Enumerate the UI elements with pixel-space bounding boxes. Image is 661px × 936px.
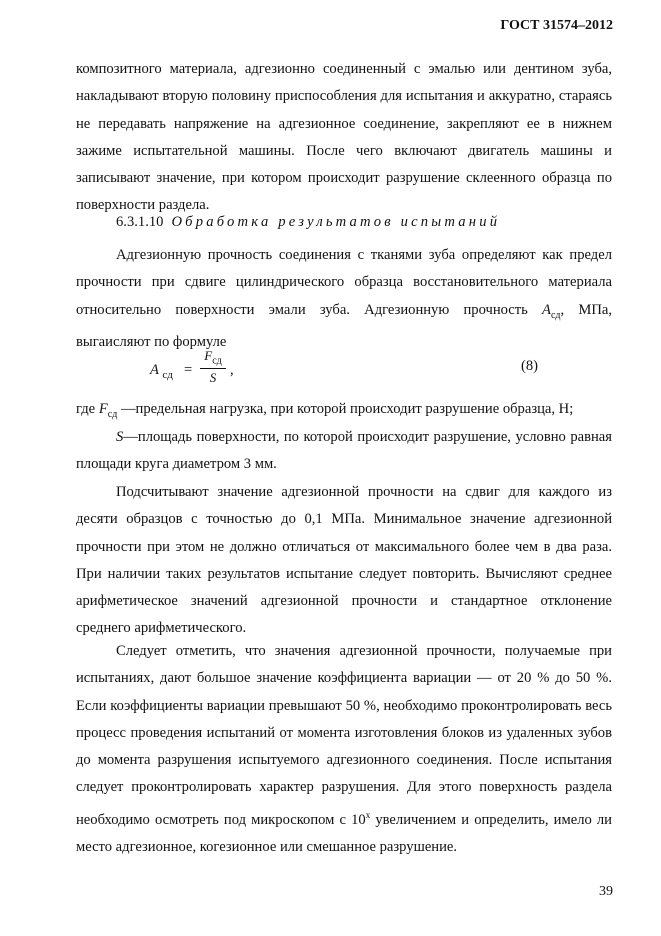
symbol-a-sub: сд: [550, 309, 561, 321]
definition-s-text: —площадь поверхности, по которой происходит разрушение, условно равная площади круга диаметром 3 мм.: [76, 429, 612, 473]
formula-denominator: S: [209, 369, 217, 385]
paragraph-calculation: [76, 479, 612, 643]
paragraph-text: композитного материала, адгезионно соединенный с эмалью или дентином зуба, накладывают вторую половину приспособления для испытания и аккуратно, стараясь не передавать напряжение на адгезионное соединение, закрепляют ее в нижнем зажиме испытательной машины. После чего включают двигатель машины и записывают значение, при котором происходит разрушение склеенного образца по поверхности раздела.: [76, 61, 612, 214]
section-number: 6.3.1.10: [116, 214, 164, 230]
fraction-bar: [200, 368, 226, 369]
formula-comma: ,: [230, 362, 234, 378]
formula-equals: =: [184, 362, 193, 378]
formula-fraction: [200, 348, 226, 386]
section-heading: [116, 214, 500, 231]
superscript-x: х: [365, 809, 371, 820]
paragraph-text: Адгезионную прочность соединения с тканями зуба определяют как предел прочности при сдвиге цилиндрического образца восстановительного материала относительно поверхности эмали зуба. Адгезионную прочность: [76, 247, 612, 318]
definition-f-text: —предельная нагрузка, при которой происходит разрушение образца, Н;: [120, 401, 574, 417]
equation-number: (8): [521, 358, 539, 374]
formula-lhs: A $_{сд}$: [150, 362, 173, 381]
paragraph-continuation: [76, 56, 612, 220]
paragraph-text-tail: МПа, выгаисляют по формуле: [76, 301, 613, 350]
paragraph-text: Подсчитывают значение адгезионной прочности на сдвиг для каждого из десяти образцов с точностью до 0,1 МПа. Минимальное значение адгезионной прочности при этом не должно отличаться от максимального более чем в два раза. При наличии таких результатов испытание следует повторить. Вычисляют среднее арифметическое значений адгезионной прочности и стандартное отклонение среднего арифметического.: [76, 484, 612, 637]
formula-8: [150, 348, 350, 392]
formula-numerator: $F_{сд}$: [204, 348, 222, 367]
symbol-f: F: [98, 401, 108, 417]
paragraph-variation: [76, 638, 612, 861]
symbol-s: S: [116, 429, 124, 445]
symbol-f-sub: сд: [107, 408, 118, 420]
paragraph-adhesion-definition: Адгезионную прочность соединения с тканями зуба определяют как предел прочности при сдвиге цилиндрического образца восстановительного материала относительно поверхности эмали зуба. Адгезионную прочность $A_{сд}$, МПа, выгаисляют по формуле: [76, 247, 613, 350]
standard-header: ГОСТ 31574–2012: [500, 18, 613, 33]
paragraph-text-tail: увеличением и определить, имело ли место адгезионное, когезионное или смешанное разрушение.: [76, 811, 612, 855]
symbol-a: A: [542, 301, 551, 318]
paragraph-text: Следует отметить, что значения адгезионной прочности, получаемые при испытаниях, дают большое значение коэффициента вариации — от 20 % до 50 %. Если коэффициенты вариации превышают 50 %, необходимо проконтролировать весь процесс проведения испытаний от момента изготовления блоков из удаленных зубов до момента разрушения испытуемого адгезионного соединения. После испытания следует проконтролировать характер разрушения. Для этого поверхность раздела необходимо осмотреть под микроскопом с 10: [76, 643, 612, 828]
where-word: где: [76, 401, 96, 417]
definition-s: [76, 424, 612, 479]
page-number: 39: [599, 884, 613, 899]
section-title: Обработка результатов испытаний: [171, 214, 501, 230]
